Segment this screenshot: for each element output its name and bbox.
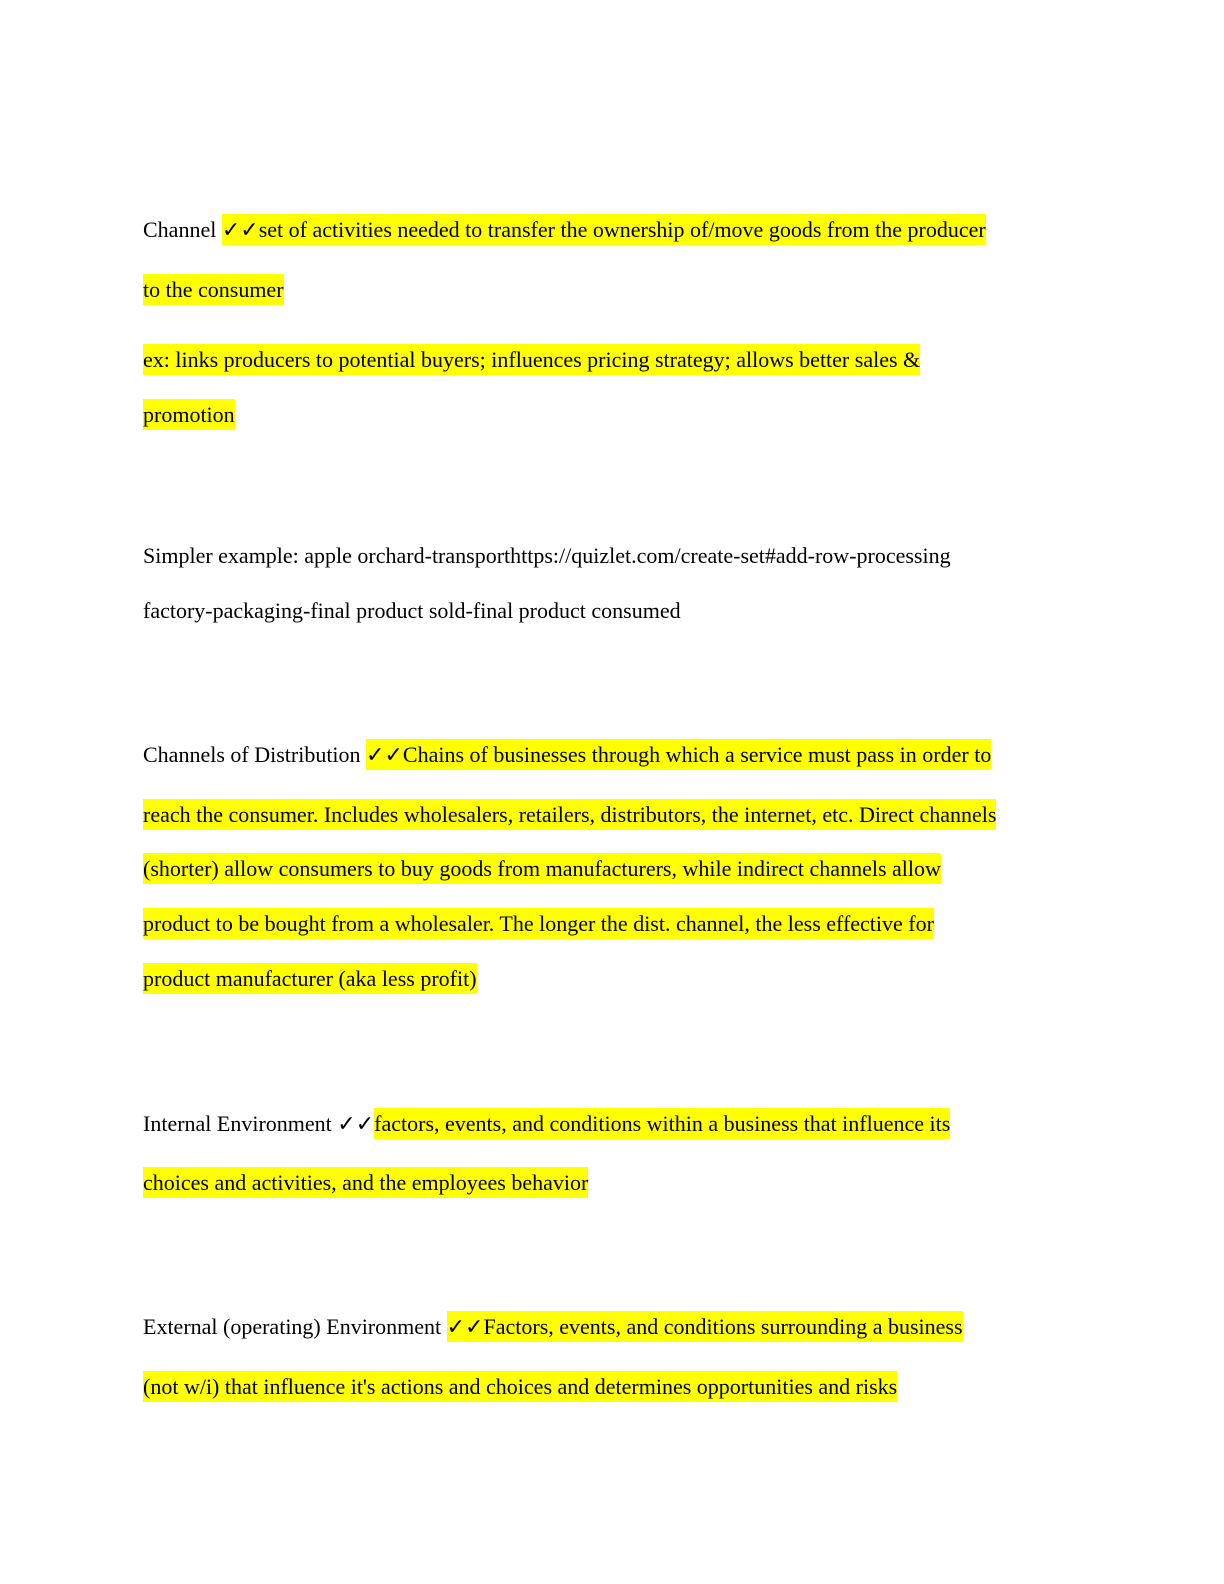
entry-internal-line-1 [143,1110,950,1139]
term-internal-environment: Internal Environment [143,1111,332,1136]
simpler-example-line-2 [143,597,681,625]
entry-channel-example-1 [143,346,920,374]
term-channel: Channel [143,217,217,242]
entry-channel-line-1 [143,216,986,245]
simpler-example-line-1 [143,542,951,570]
entry-distribution-line-1 [143,741,991,770]
entry-channel-line-2 [143,276,284,304]
entry-distribution-line-2 [143,801,996,829]
check-mark-icon: ✓✓ [337,1112,375,1137]
entry-distribution-line-5 [143,965,477,993]
entry-internal-line-2 [143,1169,588,1197]
definition-line: (not w/i) that influence it's actions and choices and determines opportunities and risks [143,1371,897,1402]
definition-line: reach the consumer. Includes wholesalers, retailers, distributors, the internet, etc. Direct channels [143,799,996,830]
entry-external-line-1 [143,1313,963,1342]
plain-line: factory-packaging-final product sold-final product consumed [143,598,681,623]
definition-line: product manufacturer (aka less profit) [143,963,477,994]
definition-line: product to be bought from a wholesaler. The longer the dist. channel, the less effective for [143,908,934,939]
entry-external-line-2 [143,1373,897,1401]
term-channels-of-distribution: Channels of Distribution [143,742,361,767]
check-mark-icon: ✓✓ [366,743,403,768]
plain-line: Simpler example: apple orchard-transporthttps://quizlet.com/create-set#add-row-processing [143,543,951,568]
entry-distribution-line-4 [143,910,934,938]
term-external-environment: External (operating) Environment [143,1314,442,1339]
definition-line: factors, events, and conditions within a business that influence its [374,1108,950,1139]
definition-line: set of activities needed to transfer the ownership of/move goods from the producer [258,217,986,242]
definition-line: choices and activities, and the employees behavior [143,1167,588,1198]
definition-line: Chains of businesses through which a service must pass in order to [402,742,992,767]
example-line: promotion [143,399,235,430]
entry-channel-example-2 [143,401,235,429]
check-mark-icon: ✓✓ [221,218,259,243]
entry-distribution-line-3 [143,855,941,883]
definition-line: (shorter) allow consumers to buy goods from manufacturers, while indirect channels allow [143,853,941,884]
definition-line: to the consumer [143,274,284,305]
check-mark-icon: ✓✓ [446,1315,484,1340]
definition-line: Factors, events, and conditions surrounding a business [483,1314,963,1339]
example-line: ex: links producers to potential buyers; influences pricing strategy; allows better sales & [143,344,920,375]
